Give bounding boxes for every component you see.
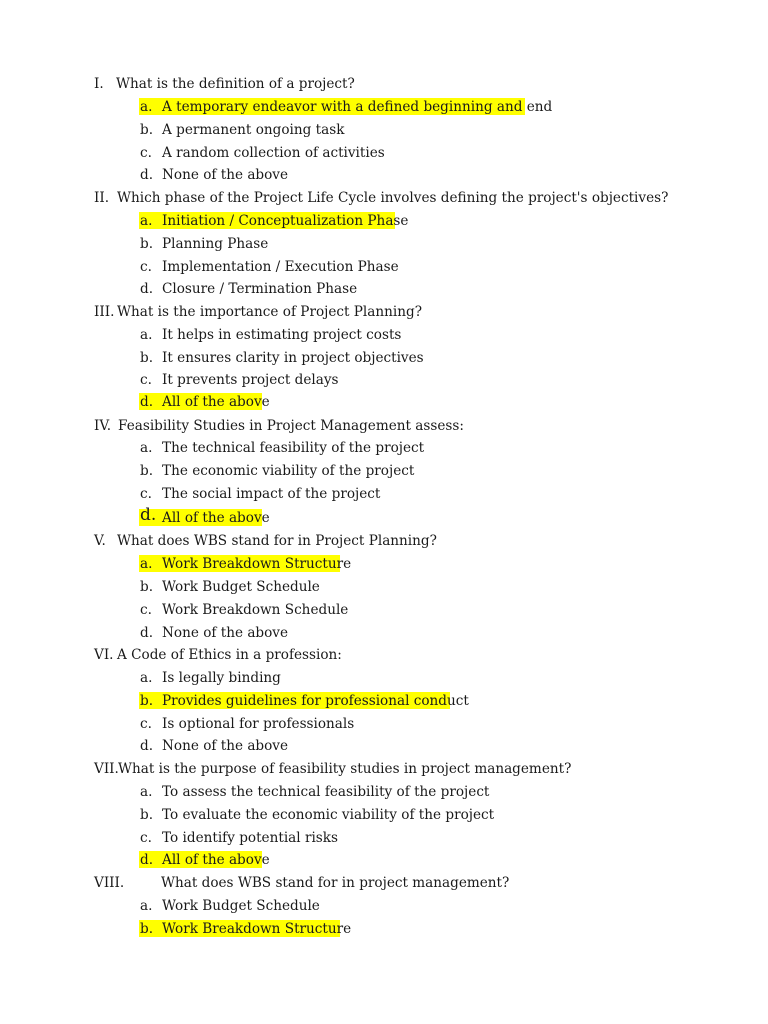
option-text: All of the above [162, 394, 270, 410]
option-text: To evaluate the economic viability of the project [162, 807, 495, 823]
question-number: VIII. [94, 875, 125, 891]
option-letter: d. [140, 505, 157, 525]
option-letter: b. [140, 122, 154, 138]
option-letter: d. [140, 167, 154, 183]
option-letter: d. [140, 281, 154, 297]
option-letter: c. [140, 372, 152, 388]
question-number: VI. [94, 647, 114, 663]
option-letter: b. [140, 579, 154, 595]
question-text: What is the definition of a project? [116, 76, 355, 92]
option-text: Planning Phase [162, 236, 269, 252]
option-text: None of the above [162, 625, 289, 641]
option-text: It helps in estimating project costs [162, 327, 402, 343]
option-letter: c. [140, 259, 152, 275]
option-letter: a. [140, 440, 153, 456]
option-text: None of the above [162, 738, 289, 754]
option-letter: a. [140, 327, 153, 343]
option-letter: d. [140, 625, 154, 641]
option-letter: b. [140, 807, 154, 823]
option-text: All of the above [162, 510, 270, 526]
option-text: It ensures clarity in project objectives [162, 350, 424, 366]
question-number: VII. [94, 761, 119, 777]
option-text: The social impact of the project [162, 486, 381, 502]
option-letter: c. [140, 716, 152, 732]
option-letter: b. [140, 236, 154, 252]
option-text: Is legally binding [162, 670, 281, 686]
option-text: A random collection of activities [162, 145, 385, 161]
option-text: A permanent ongoing task [162, 122, 345, 138]
option-text: The technical feasibility of the project [162, 440, 425, 456]
option-text: To assess the technical feasibility of the project [162, 784, 490, 800]
option-letter: a. [140, 670, 153, 686]
option-letter: c. [140, 486, 152, 502]
option-letter: a. [140, 213, 153, 229]
question-text: What is the importance of Project Planning? [117, 304, 422, 320]
option-text: Provides guidelines for professional conduct [162, 693, 469, 709]
question-number: I. [94, 76, 104, 92]
question-number: IV. [94, 418, 112, 434]
option-text: Implementation / Execution Phase [162, 259, 399, 275]
option-text: Work Budget Schedule [162, 579, 320, 595]
option-letter: d. [140, 738, 154, 754]
question-text: Feasibility Studies in Project Management assess: [118, 418, 464, 434]
option-letter: a. [140, 784, 153, 800]
option-text: Work Breakdown Structure [162, 556, 352, 572]
question-text: What does WBS stand for in project management? [161, 875, 510, 891]
question-number: II. [94, 190, 110, 206]
option-letter: c. [140, 830, 152, 846]
option-letter: b. [140, 921, 154, 937]
option-letter: a. [140, 556, 153, 572]
option-letter: c. [140, 602, 152, 618]
question-text: Which phase of the Project Life Cycle involves defining the project's objectives? [117, 190, 669, 206]
option-text: The economic viability of the project [162, 463, 415, 479]
option-text: A temporary endeavor with a defined beginning and end [162, 99, 553, 115]
option-text: Work Breakdown Structure [162, 921, 352, 937]
option-letter: b. [140, 463, 154, 479]
question-text: A Code of Ethics in a profession: [117, 647, 342, 663]
option-text: Work Budget Schedule [162, 898, 320, 914]
question-number: V. [94, 533, 106, 549]
option-letter: d. [140, 852, 154, 868]
option-text: Initiation / Conceptualization Phase [162, 213, 409, 229]
option-text: None of the above [162, 167, 289, 183]
option-letter: a. [140, 99, 153, 115]
question-text: What does WBS stand for in Project Planning? [117, 533, 437, 549]
option-letter: b. [140, 693, 154, 709]
option-text: To identify potential risks [162, 830, 338, 846]
option-text: All of the above [162, 852, 270, 868]
question-text: What is the purpose of feasibility studies in project management? [118, 761, 572, 777]
option-text: Work Breakdown Schedule [162, 602, 349, 618]
question-number: III. [94, 304, 115, 320]
option-text: Is optional for professionals [162, 716, 355, 732]
option-letter: a. [140, 898, 153, 914]
option-letter: c. [140, 145, 152, 161]
option-letter: b. [140, 350, 154, 366]
option-text: Closure / Termination Phase [162, 281, 358, 297]
option-text: It prevents project delays [162, 372, 339, 388]
option-letter: d. [140, 394, 154, 410]
